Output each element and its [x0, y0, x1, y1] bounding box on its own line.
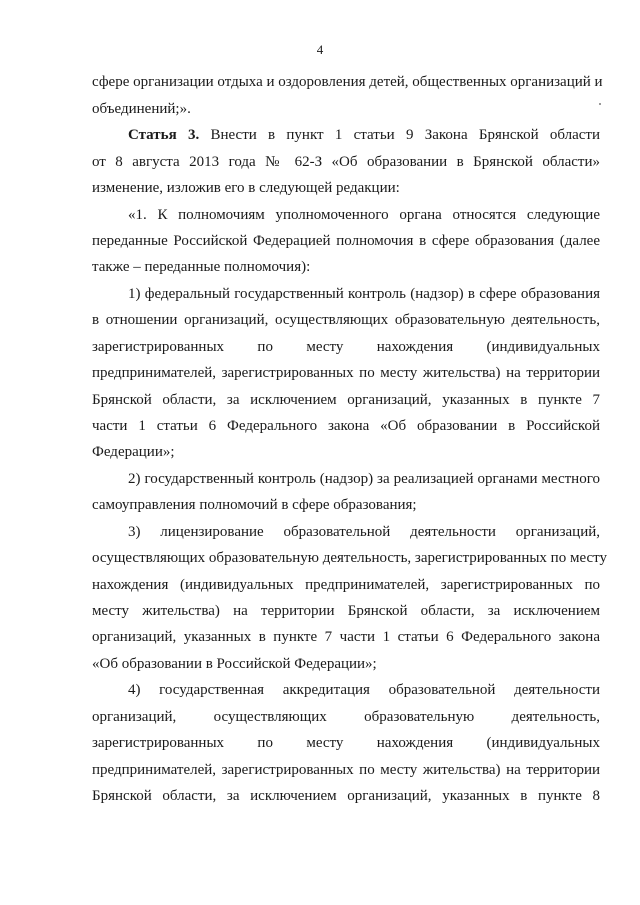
text-line: Брянской области, за исключением организаций, указанных в пункте 7	[92, 392, 600, 408]
text-line: нахождения (индивидуальных предпринимателей, зарегистрированных по	[92, 577, 600, 593]
text-line: 1) федеральный государственный контроль (надзор) в сфере образования	[128, 286, 600, 302]
article-3-heading-line	[128, 126, 600, 144]
text-line: также – переданные полномочия):	[92, 259, 311, 275]
article-label: Статья 3.	[128, 127, 200, 143]
text-line: самоуправления полномочий в сфере образования;	[92, 497, 417, 513]
text-line: Федерации»;	[92, 444, 175, 460]
text-line: изменение, изложив его в следующей редакции:	[92, 180, 400, 196]
text-line: сфере организации отдыха и оздоровления детей, общественных организаций и	[92, 74, 603, 90]
text-line: объединений;».	[92, 101, 191, 117]
text-line: части 1 статьи 6 Федерального закона «Об образовании в Российской	[92, 418, 600, 434]
text-line: месту жительства) на территории Брянской области, за исключением	[92, 603, 600, 619]
text-line: Брянской области, за исключением организаций, указанных в пункте 8	[92, 788, 600, 804]
text-line: «Об образовании в Российской Федерации»;	[92, 656, 377, 672]
text-line: осуществляющих образовательную деятельность, зарегистрированных по месту	[92, 550, 608, 566]
page-number: 4	[316, 42, 324, 57]
text-line: в отношении организаций, осуществляющих образовательную деятельность,	[92, 312, 600, 328]
text-line: организаций, осуществляющих образовательную деятельность,	[92, 709, 600, 725]
text-line: от 8 августа 2013 года № 62-З «Об образовании в Брянской области»	[92, 154, 600, 170]
text-line: Внести в пункт 1 статьи 9 Закона Брянской области	[199, 127, 601, 143]
text-line: 4) государственная аккредитация образовательной деятельности	[128, 682, 600, 698]
text-line: предпринимателей, зарегистрированных по месту жительства) на территории	[92, 365, 600, 381]
text-line: организаций, указанных в пункте 7 части 1 статьи 6 Федерального закона	[92, 629, 600, 645]
text-line: 3) лицензирование образовательной деятельности организаций,	[128, 524, 600, 540]
text-line: 2) государственный контроль (надзор) за реализацией органами местного	[128, 471, 600, 487]
text-line: «1. К полномочиям уполномоченного органа относятся следующие	[128, 207, 600, 223]
text-line: переданные Российской Федерацией полномочия в сфере образования (далее	[92, 233, 600, 249]
text-line: зарегистрированных по месту нахождения (индивидуальных	[92, 735, 600, 751]
text-line: предпринимателей, зарегистрированных по месту жительства) на территории	[92, 762, 600, 778]
text-line: зарегистрированных по месту нахождения (индивидуальных	[92, 339, 600, 355]
